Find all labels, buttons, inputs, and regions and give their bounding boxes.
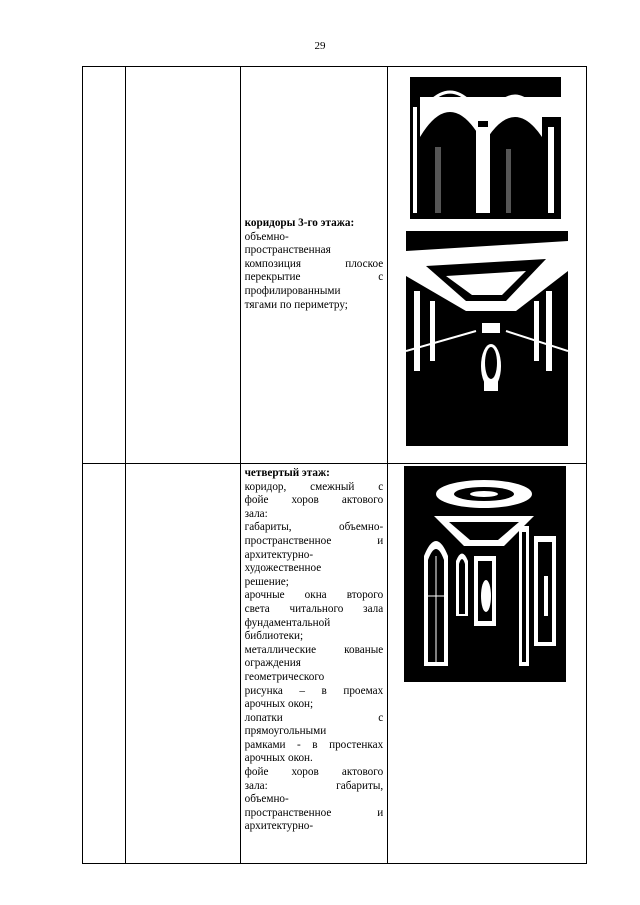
description-line: прямоугольными [244,725,327,738]
section-heading: коридоры 3-го этажа: [244,217,355,229]
description-line: фойе хоров актового [244,766,384,779]
photo-cell [388,67,587,464]
name-cell [126,464,240,864]
third-floor-corridor-photo [406,231,568,446]
description-line: художественное [244,562,322,575]
description-text [241,67,388,312]
description-line: света читального зала [244,602,384,615]
description-line: коридор, смежный с [244,480,384,493]
table-row [83,464,587,864]
description-line: арочных окон. [244,752,313,765]
page-number: 29 [314,40,326,52]
description-line: тягами по периметру; [244,298,348,311]
description-line: архитектурно- [244,820,314,833]
heritage-table [82,66,587,864]
description-line: ограждения [244,657,301,670]
description-line: решение; [244,575,289,588]
table-row [83,67,587,464]
name-cell [126,67,240,464]
description-line: геометрического [244,670,325,683]
description-line: пространственное и [244,534,384,547]
description-line: архитектурно- [244,548,314,561]
section-heading: четвертый этаж: [244,467,330,479]
photo-cell [388,464,587,864]
description-cell [240,67,388,464]
fourth-floor-corridor-photo [404,466,566,682]
description-line: габариты, объемно- [244,521,384,534]
description-line: композиция плоское [244,257,384,270]
description-line: объемно- [244,793,289,806]
description-line: перекрытие с [244,271,384,284]
description-cell [240,464,388,864]
description-line: металлические кованые [244,643,384,656]
description-line: профилированными [244,284,341,297]
arched-columns-photo [410,77,561,219]
description-line: фундаментальной [244,616,331,629]
description-line: фойе хоров актового [244,494,384,507]
number-cell [83,67,126,464]
number-cell [83,464,126,864]
description-line: пространственная [244,244,331,257]
description-line: зала: габариты, [244,779,384,792]
description-line: библиотеки; [244,630,304,643]
description-line: арочные окна второго [244,589,384,602]
description-line: арочных окон; [244,698,314,711]
description-line: пространственное и [244,806,384,819]
description-line: рисунка – в проемах [244,684,384,697]
description-text [241,464,388,834]
description-line: объемно- [244,230,289,243]
description-line: лопатки с [244,711,384,724]
description-line: рамками - в простенках [244,738,384,751]
description-line: зала: [244,507,268,520]
